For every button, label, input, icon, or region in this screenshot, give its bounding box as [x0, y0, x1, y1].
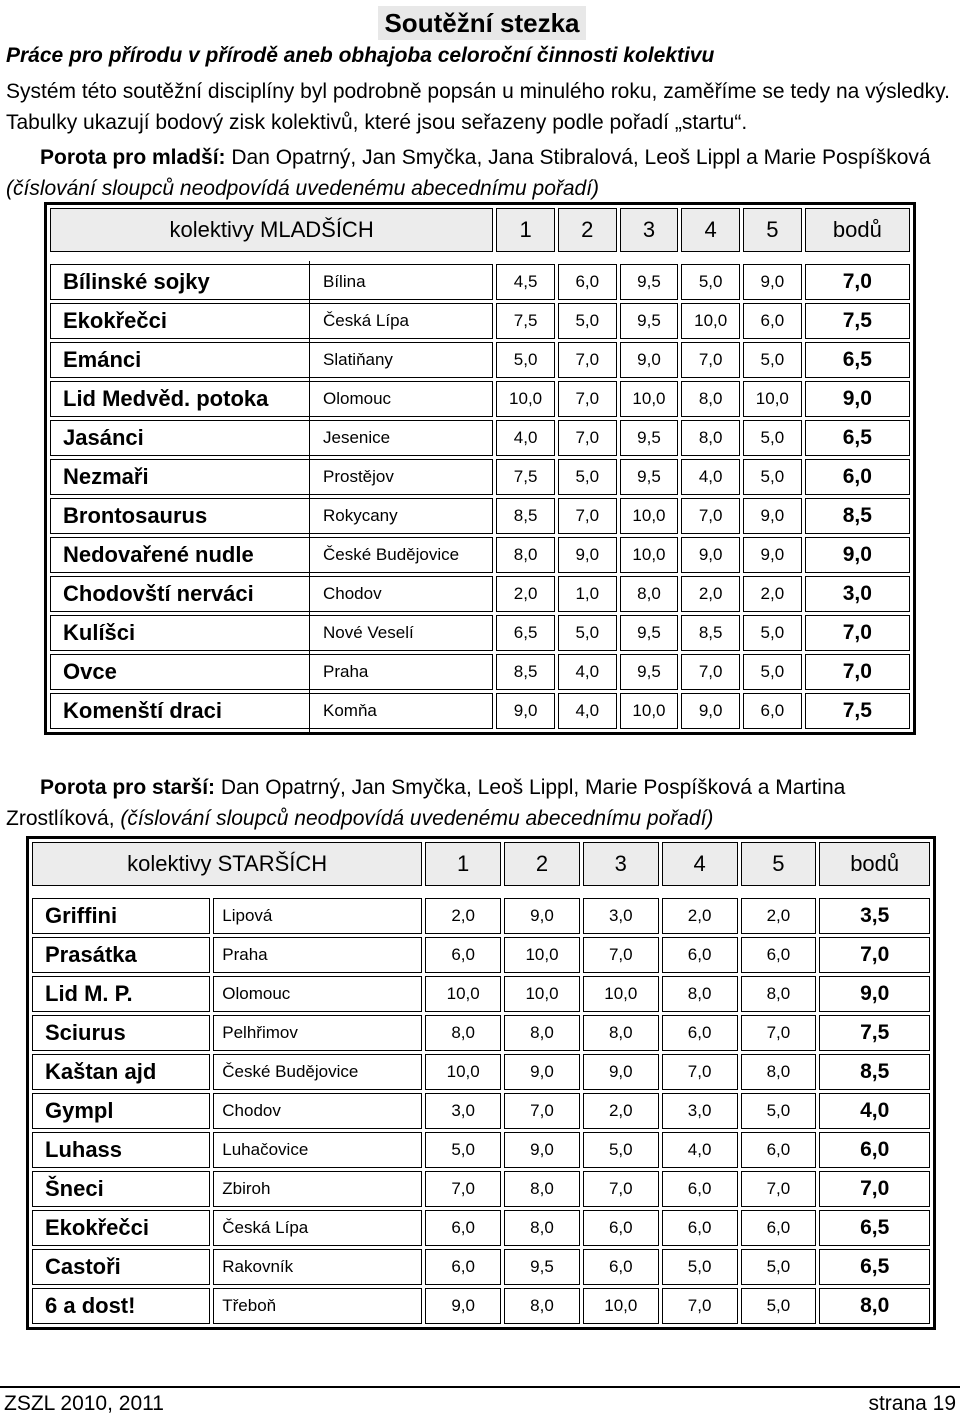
score-cell: 7,0	[662, 1288, 738, 1324]
score-cell: 6,0	[662, 1015, 738, 1051]
collective-cell	[50, 459, 493, 495]
collective-town: Rakovník	[213, 1249, 422, 1285]
table-row	[50, 459, 910, 495]
score-cell: 6,0	[583, 1249, 659, 1285]
points-cell: 6,5	[819, 1210, 930, 1246]
points-cell: 7,0	[805, 654, 910, 690]
table-row	[32, 898, 930, 934]
score-cell: 10,0	[620, 381, 679, 417]
collective-town: České Budějovice	[323, 545, 460, 564]
score-cell: 8,0	[504, 1171, 580, 1207]
score-cell: 8,0	[620, 576, 679, 612]
score-cell: 9,5	[620, 420, 679, 456]
header-station-3: 3	[583, 842, 659, 886]
score-cell: 7,0	[558, 420, 617, 456]
score-cell: 5,0	[741, 1249, 817, 1285]
footer-publication: ZSZL 2010, 2011	[4, 1392, 164, 1415]
jury-young-note: (číslování sloupců neodpovídá uvedenému abecednímu pořadí)	[6, 177, 600, 200]
score-cell: 8,0	[662, 976, 738, 1012]
header-collective: kolektivy STARŠÍCH	[32, 842, 422, 886]
collective-cell	[50, 381, 493, 417]
header-station-1: 1	[425, 842, 501, 886]
collective-name: Nedovařené nudle	[63, 542, 254, 567]
score-cell: 5,0	[558, 303, 617, 339]
collective-cell	[50, 420, 493, 456]
score-cell: 10,0	[583, 1288, 659, 1324]
jury-old-note: (číslování sloupců neodpovídá uvedenému abecednímu pořadí)	[120, 807, 714, 830]
score-cell: 10,0	[620, 498, 679, 534]
points-cell: 7,5	[819, 1015, 930, 1051]
intro-paragraph: Systém této soutěžní disciplíny byl podrobně popsán u minulého roku, zaměříme se tedy na výsledky. Tabulky ukazují bodový zisk kolektivů, které jsou seřazeny podle pořadí „startu“.	[6, 80, 950, 134]
collective-name: Prasátka	[32, 937, 210, 973]
score-cell: 10,0	[681, 303, 740, 339]
score-cell: 7,0	[681, 342, 740, 378]
header-station-1: 1	[496, 208, 555, 252]
score-cell: 5,0	[741, 1093, 817, 1129]
score-cell: 10,0	[496, 381, 555, 417]
score-cell: 8,0	[583, 1015, 659, 1051]
score-cell: 8,0	[504, 1210, 580, 1246]
score-cell: 10,0	[425, 1054, 501, 1090]
table-row	[50, 303, 910, 339]
score-cell: 2,0	[741, 898, 817, 934]
collective-name: Ovce	[63, 659, 117, 684]
score-cell: 9,5	[620, 615, 679, 651]
table-row	[32, 1171, 930, 1207]
collective-town: Pelhřimov	[213, 1015, 422, 1051]
collective-town: Praha	[213, 937, 422, 973]
header-station-4: 4	[662, 842, 738, 886]
collective-town: Chodov	[213, 1093, 422, 1129]
collective-town: Jesenice	[323, 428, 391, 447]
score-cell: 9,0	[425, 1288, 501, 1324]
score-cell: 2,0	[662, 898, 738, 934]
score-cell: 4,0	[558, 693, 617, 729]
score-cell: 7,0	[558, 498, 617, 534]
score-cell: 10,0	[504, 937, 580, 973]
score-cell: 5,0	[743, 342, 802, 378]
collective-town: Zbiroh	[213, 1171, 422, 1207]
score-cell: 4,0	[558, 654, 617, 690]
results-table-old	[26, 836, 936, 1330]
header-station-2: 2	[504, 842, 580, 886]
collective-cell	[50, 303, 493, 339]
table-row	[50, 381, 910, 417]
score-cell: 7,0	[681, 498, 740, 534]
score-cell: 8,0	[741, 1054, 817, 1090]
collective-name: Komenští draci	[63, 698, 222, 723]
collective-name: Luhass	[32, 1132, 210, 1168]
header-points: bodů	[805, 208, 910, 252]
jury-young-names: Dan Opatrný, Jan Smyčka, Jana Stibralová, Leoš Lippl a Marie Pospíšková	[225, 146, 931, 169]
score-cell: 6,0	[662, 1171, 738, 1207]
table-row	[32, 1288, 930, 1324]
collective-town: Česká Lípa	[213, 1210, 422, 1246]
score-cell: 6,0	[558, 264, 617, 300]
collective-name: Kulíšci	[63, 620, 136, 645]
score-cell: 8,0	[425, 1015, 501, 1051]
collective-cell	[50, 342, 493, 378]
header-station-2: 2	[558, 208, 617, 252]
score-cell: 2,0	[681, 576, 740, 612]
score-cell: 9,5	[504, 1249, 580, 1285]
header-collective: kolektivy MLADŠÍCH	[50, 208, 493, 252]
score-cell: 8,5	[681, 615, 740, 651]
header-points: bodů	[819, 842, 930, 886]
score-cell: 7,0	[583, 937, 659, 973]
collective-town: Slatiňany	[323, 350, 393, 369]
score-cell: 10,0	[743, 381, 802, 417]
collective-town: Prostějov	[323, 467, 394, 486]
section-subtitle: Práce pro přírodu v přírodě aneb obhajoba celoroční činnosti kolektivu	[6, 44, 715, 67]
score-cell: 5,0	[743, 420, 802, 456]
score-cell: 6,0	[425, 1249, 501, 1285]
score-cell: 4,0	[681, 459, 740, 495]
collective-town: Česká Lípa	[323, 311, 409, 330]
collective-town: Třeboň	[213, 1288, 422, 1324]
score-cell: 2,0	[583, 1093, 659, 1129]
points-cell: 6,5	[805, 420, 910, 456]
points-cell: 7,0	[819, 1171, 930, 1207]
points-cell: 7,0	[819, 937, 930, 973]
score-cell: 9,0	[620, 342, 679, 378]
score-cell: 4,0	[496, 420, 555, 456]
score-cell: 9,0	[743, 537, 802, 573]
table-header-row	[50, 208, 910, 252]
score-cell: 7,5	[496, 303, 555, 339]
table-row	[32, 1132, 930, 1168]
score-cell: 6,0	[741, 1132, 817, 1168]
score-cell: 7,0	[662, 1054, 738, 1090]
collective-town: Praha	[323, 662, 369, 681]
points-cell: 4,0	[819, 1093, 930, 1129]
jury-young-lead: Porota pro mladší:	[40, 146, 226, 169]
score-cell: 5,0	[743, 615, 802, 651]
collective-name: Šneci	[32, 1171, 210, 1207]
score-cell: 5,0	[743, 459, 802, 495]
score-cell: 3,0	[583, 898, 659, 934]
score-cell: 10,0	[425, 976, 501, 1012]
collective-name: Castoři	[32, 1249, 210, 1285]
collective-name: Bílinské sojky	[63, 269, 210, 294]
score-cell: 6,0	[662, 1210, 738, 1246]
points-cell: 6,0	[805, 459, 910, 495]
score-cell: 9,0	[681, 537, 740, 573]
score-cell: 10,0	[620, 537, 679, 573]
header-station-5: 5	[741, 842, 817, 886]
points-cell: 6,5	[819, 1249, 930, 1285]
score-cell: 9,0	[504, 1054, 580, 1090]
score-cell: 2,0	[743, 576, 802, 612]
header-station-3: 3	[620, 208, 679, 252]
collective-town: České Budějovice	[213, 1054, 422, 1090]
score-cell: 9,0	[504, 1132, 580, 1168]
score-cell: 10,0	[620, 693, 679, 729]
points-cell: 6,0	[819, 1132, 930, 1168]
collective-town: Luhačovice	[213, 1132, 422, 1168]
points-cell: 7,0	[805, 264, 910, 300]
score-cell: 5,0	[681, 264, 740, 300]
points-cell: 8,5	[819, 1054, 930, 1090]
table-header-row	[32, 842, 930, 886]
score-cell: 7,0	[504, 1093, 580, 1129]
score-cell: 10,0	[583, 976, 659, 1012]
table-row	[32, 937, 930, 973]
collective-name: Sciurus	[32, 1015, 210, 1051]
score-cell: 5,0	[496, 342, 555, 378]
collective-name: Ekokřečci	[32, 1210, 210, 1246]
score-cell: 9,5	[620, 303, 679, 339]
collective-town: Komňa	[323, 701, 377, 720]
score-cell: 5,0	[558, 459, 617, 495]
collective-cell	[50, 693, 493, 729]
score-cell: 10,0	[504, 976, 580, 1012]
score-cell: 5,0	[558, 615, 617, 651]
points-cell: 3,5	[819, 898, 930, 934]
jury-old-paragraph	[6, 772, 958, 834]
score-cell: 8,0	[504, 1015, 580, 1051]
score-cell: 2,0	[496, 576, 555, 612]
score-cell: 9,0	[504, 898, 580, 934]
points-cell: 6,5	[805, 342, 910, 378]
collective-town: Olomouc	[323, 389, 392, 408]
table-row	[32, 976, 930, 1012]
score-cell: 8,0	[741, 976, 817, 1012]
header-station-5: 5	[743, 208, 802, 252]
score-cell: 6,0	[741, 1210, 817, 1246]
points-cell: 3,0	[805, 576, 910, 612]
points-cell: 9,0	[805, 537, 910, 573]
score-cell: 9,0	[743, 498, 802, 534]
table-row	[50, 342, 910, 378]
score-cell: 5,0	[662, 1249, 738, 1285]
table-row	[50, 654, 910, 690]
table-row	[50, 576, 910, 612]
collective-cell	[50, 615, 493, 651]
collective-cell	[50, 654, 493, 690]
score-cell: 4,0	[662, 1132, 738, 1168]
score-cell: 9,0	[583, 1054, 659, 1090]
score-cell: 7,0	[558, 381, 617, 417]
points-cell: 7,0	[805, 615, 910, 651]
table-row	[32, 1054, 930, 1090]
score-cell: 6,0	[741, 937, 817, 973]
score-cell: 9,5	[620, 459, 679, 495]
jury-old-lead: Porota pro starší:	[40, 776, 216, 799]
points-cell: 8,0	[819, 1288, 930, 1324]
score-cell: 9,5	[620, 654, 679, 690]
score-cell: 7,0	[558, 342, 617, 378]
score-cell: 5,0	[425, 1132, 501, 1168]
collective-name: Lid Medvěd. potoka	[63, 386, 269, 411]
collective-name: Brontosaurus	[63, 503, 208, 528]
collective-cell	[50, 264, 493, 300]
score-cell: 9,0	[743, 264, 802, 300]
jury-young-paragraph	[6, 142, 958, 204]
points-cell: 9,0	[805, 381, 910, 417]
score-cell: 3,0	[662, 1093, 738, 1129]
page-footer	[0, 1386, 960, 1422]
score-cell: 8,5	[496, 654, 555, 690]
score-cell: 6,0	[743, 693, 802, 729]
collective-name: Kaštan ajd	[32, 1054, 210, 1090]
collective-name: Jasánci	[63, 425, 144, 450]
jury-old-names: Dan Opatrný, Jan Smyčka, Leoš Lippl, Marie Pospíšková a Martina Zrostlíková,	[6, 776, 846, 830]
footer-page-number: strana 19	[868, 1392, 956, 1415]
table-row	[50, 615, 910, 651]
collective-town: Chodov	[323, 584, 382, 603]
collective-name: Emánci	[63, 347, 142, 372]
page-title: Soutěžní stezka	[378, 6, 586, 40]
points-cell: 7,5	[805, 693, 910, 729]
score-cell: 6,0	[583, 1210, 659, 1246]
table-row	[32, 1249, 930, 1285]
score-cell: 7,0	[583, 1171, 659, 1207]
collective-name: Chodovští nerváci	[63, 581, 254, 606]
score-cell: 4,5	[496, 264, 555, 300]
score-cell: 7,0	[741, 1015, 817, 1051]
score-cell: 8,0	[681, 420, 740, 456]
score-cell: 7,0	[681, 654, 740, 690]
collective-cell	[50, 576, 493, 612]
table-row	[32, 1093, 930, 1129]
score-cell: 5,0	[743, 654, 802, 690]
score-cell: 6,5	[496, 615, 555, 651]
collective-name: Griffini	[32, 898, 210, 934]
score-cell: 8,0	[681, 381, 740, 417]
table-row	[50, 420, 910, 456]
score-cell: 9,0	[496, 693, 555, 729]
points-cell: 7,5	[805, 303, 910, 339]
table-row	[50, 693, 910, 729]
header-station-4: 4	[681, 208, 740, 252]
score-cell: 9,0	[681, 693, 740, 729]
collective-cell	[50, 498, 493, 534]
collective-name: 6 a dost!	[32, 1288, 210, 1324]
table-row	[32, 1210, 930, 1246]
table-row	[50, 264, 910, 300]
table-row	[50, 498, 910, 534]
collective-town: Lipová	[213, 898, 422, 934]
score-cell: 9,5	[620, 264, 679, 300]
collective-town: Nové Veselí	[323, 623, 414, 642]
score-cell: 5,0	[583, 1132, 659, 1168]
score-cell: 6,0	[425, 937, 501, 973]
score-cell: 6,0	[743, 303, 802, 339]
score-cell: 7,0	[425, 1171, 501, 1207]
results-table-young	[44, 202, 916, 735]
table-row	[50, 537, 910, 573]
collective-town: Olomouc	[213, 976, 422, 1012]
score-cell: 5,0	[741, 1288, 817, 1324]
score-cell: 7,0	[741, 1171, 817, 1207]
score-cell: 9,0	[558, 537, 617, 573]
score-cell: 8,5	[496, 498, 555, 534]
score-cell: 2,0	[425, 898, 501, 934]
table-row	[32, 1015, 930, 1051]
points-cell: 9,0	[819, 976, 930, 1012]
score-cell: 6,0	[662, 937, 738, 973]
collective-name: Ekokřečci	[63, 308, 167, 333]
collective-name: Nezmaři	[63, 464, 149, 489]
points-cell: 8,5	[805, 498, 910, 534]
score-cell: 3,0	[425, 1093, 501, 1129]
collective-cell	[50, 537, 493, 573]
score-cell: 7,5	[496, 459, 555, 495]
score-cell: 8,0	[504, 1288, 580, 1324]
collective-name: Lid M. P.	[32, 976, 210, 1012]
collective-name: Gympl	[32, 1093, 210, 1129]
score-cell: 1,0	[558, 576, 617, 612]
score-cell: 8,0	[496, 537, 555, 573]
collective-town: Bílina	[323, 272, 366, 291]
score-cell: 6,0	[425, 1210, 501, 1246]
collective-town: Rokycany	[323, 506, 398, 525]
